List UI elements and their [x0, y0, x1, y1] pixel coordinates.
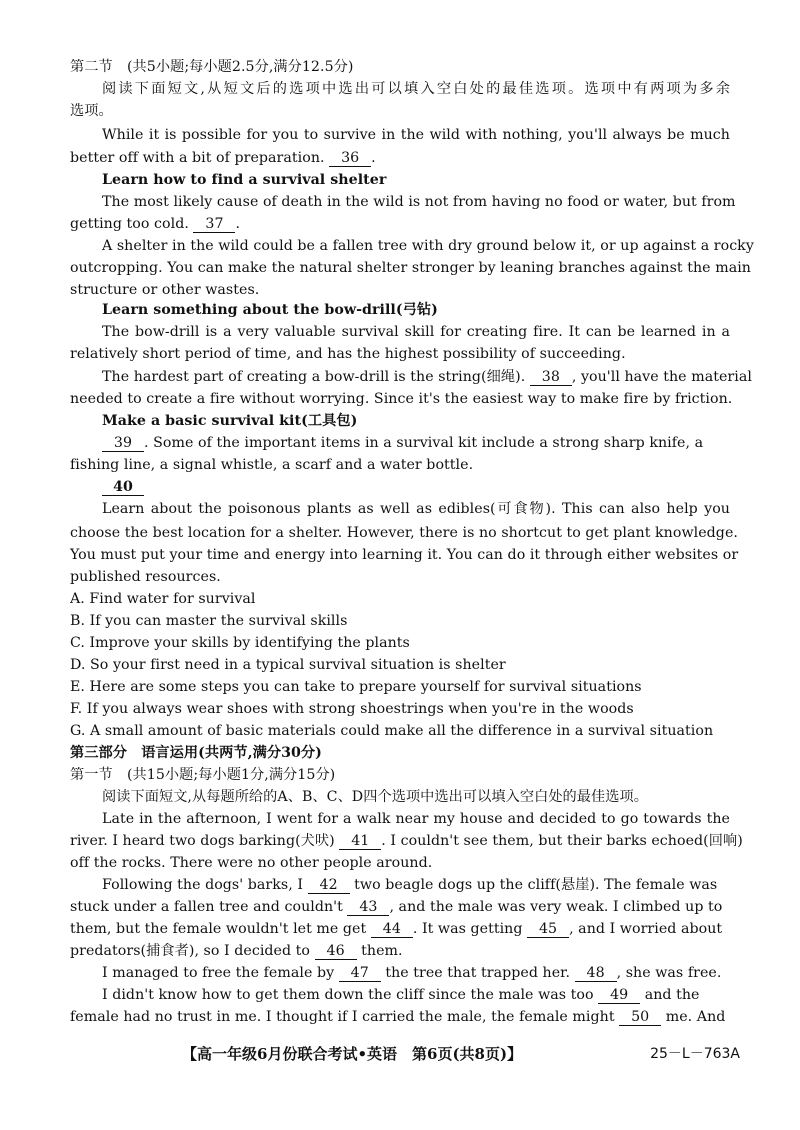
option-e: E. Here are some steps you can take to prepare yourself for survival situations: [70, 679, 642, 695]
blank-43: 43: [347, 900, 389, 916]
paragraph-line: I didn't know how to get them down the cliff since the male was too 49 and the: [102, 987, 700, 1003]
section2-instruction-cont: 选项。: [70, 103, 113, 119]
paragraph-line: Late in the afternoon, I went for a walk near my house and decided to go towards the: [102, 811, 730, 827]
page-footer: [182, 1043, 740, 1064]
option-b: B. If you can master the survival skills: [70, 613, 348, 629]
paragraph-line: better off with a bit of preparation. 36 .: [70, 150, 376, 166]
footer-title: 【高一年级6月份联合考试•英语 第6页(共8页)】: [182, 1045, 523, 1063]
blank-48: 48: [575, 966, 617, 982]
paragraph-line: needed to create a fire without worrying. Since it's the easiest way to make fire by friction.: [70, 391, 733, 407]
blank-49: 49: [598, 988, 640, 1004]
paragraph-line: relatively short period of time, and has the highest possibility of succeeding.: [70, 346, 626, 362]
footer-code: 25－L－763A: [650, 1046, 740, 1062]
section2-instruction: 阅读下面短文,从短文后的选项中选出可以填入空白处的最佳选项。选项中有两项为多余: [102, 81, 730, 97]
paragraph-line: published resources.: [70, 569, 221, 585]
subheading-survival-kit: Make a basic survival kit(工具包): [102, 413, 358, 429]
paragraph-line: river. I heard two dogs barking(犬吠) 41 . I couldn't see them, but their barks echoed(回响): [70, 833, 743, 849]
part3-instruction: 阅读下面短文,从每题所给的A、B、C、D四个选项中选出可以填入空白处的最佳选项。: [102, 789, 648, 805]
blank-50: 50: [619, 1010, 661, 1026]
paragraph-line: getting too cold. 37 .: [70, 216, 241, 232]
paragraph-line: structure or other wastes.: [70, 282, 260, 298]
option-c: C. Improve your skills by identifying the plants: [70, 635, 410, 651]
paragraph-line: 39 . Some of the important items in a survival kit include a strong sharp knife, a: [102, 433, 730, 453]
paragraph-line: choose the best location for a shelter. However, there is no shortcut to get plant knowledge.: [70, 525, 738, 541]
paragraph-line: A shelter in the wild could be a fallen tree with dry ground below it, or up against a rocky: [102, 238, 754, 254]
part3-section1-heading: 第一节 (共15小题;每小题1分,满分15分): [70, 767, 336, 783]
paragraph-line: Learn about the poisonous plants as well as edibles(可食物). This can also help you: [102, 501, 730, 517]
blank-38: 38: [530, 370, 572, 386]
paragraph-line: outcropping. You can make the natural shelter stronger by leaning branches against the main: [70, 260, 751, 276]
blank-46: 46: [315, 944, 357, 960]
paragraph-line: The most likely cause of death in the wild is not from having no food or water, but from: [102, 194, 736, 210]
paragraph-line: Following the dogs' barks, I 42 two beagle dogs up the cliff(悬崖). The female was: [102, 877, 718, 893]
paragraph-line: stuck under a fallen tree and couldn't 43 , and the male was very weak. I climbed up to: [70, 899, 723, 915]
option-g: G. A small amount of basic materials could make all the difference in a survival situation: [70, 723, 714, 739]
paragraph-line: You must put your time and energy into learning it. You can do it through either websites or: [70, 547, 739, 563]
blank-47: 47: [339, 966, 381, 982]
paragraph-line: fishing line, a signal whistle, a scarf and a water bottle.: [70, 457, 474, 473]
paragraph-line: The hardest part of creating a bow-drill is the string(细绳). 38 , you'll have the material: [102, 369, 752, 385]
option-f: F. If you always wear shoes with strong shoestrings when you're in the woods: [70, 701, 634, 717]
option-a: A. Find water for survival: [70, 591, 256, 607]
part3-title: 第三部分 语言运用(共两节,满分30分): [70, 745, 322, 761]
blank-39: 39: [102, 436, 144, 452]
blank-44: 44: [371, 922, 413, 938]
option-d: D. So your first need in a typical survival situation is shelter: [70, 657, 506, 673]
blank-42: 42: [308, 878, 350, 894]
paragraph-line: them, but the female wouldn't let me get 44 . It was getting 45 , and I worried about: [70, 921, 723, 937]
blank-45: 45: [527, 922, 569, 938]
paragraph-line: female had no trust in me. I thought if I carried the male, the female might 50 me. And: [70, 1009, 726, 1025]
paragraph-line: [102, 477, 730, 497]
subheading-shelter: Learn how to find a survival shelter: [102, 172, 387, 188]
paragraph-line: The bow-drill is a very valuable survival skill for creating fire. It can be learned in a: [102, 324, 730, 340]
blank-40: 40: [102, 480, 144, 496]
blank-41: 41: [339, 834, 381, 850]
paragraph-line: While it is possible for you to survive in the wild with nothing, you'll always be much: [102, 127, 730, 143]
paragraph-line: I managed to free the female by 47 the tree that trapped her. 48 , she was free.: [102, 965, 722, 981]
blank-36: 36: [329, 151, 371, 167]
section2-heading: 第二节 (共5小题;每小题2.5分,满分12.5分): [70, 59, 354, 75]
paragraph-line: predators(捕食者), so I decided to 46 them.: [70, 943, 403, 959]
subheading-bow-drill: Learn something about the bow-drill(弓钻): [102, 302, 438, 318]
paragraph-line: off the rocks. There were no other people around.: [70, 855, 433, 871]
blank-37: 37: [193, 217, 235, 233]
